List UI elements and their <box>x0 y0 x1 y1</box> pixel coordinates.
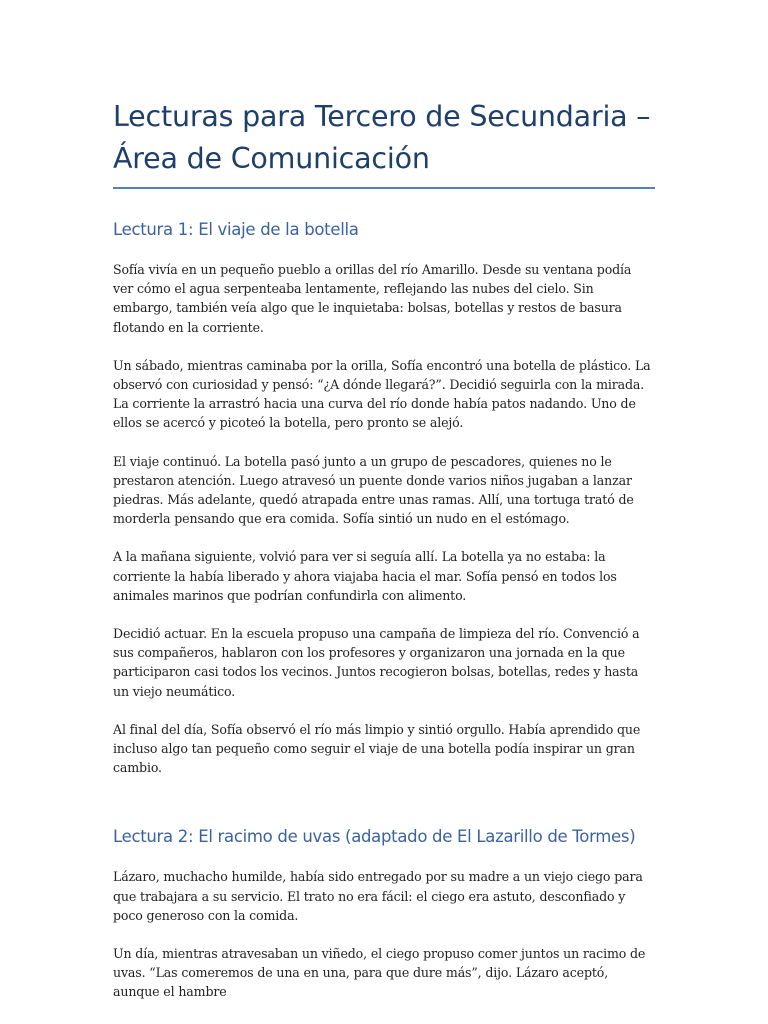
paragraph: A la mañana siguiente, volvió para ver si seguía allí. La botella ya no estaba: la corriente la había liberado y ahora viajaba hacia el mar. Sofía pensó en todos los animales marinos que podrían confundirla con alimento. <box>113 549 617 603</box>
title-line-2: Área de Comunicación <box>113 142 430 175</box>
paragraph: Al final del día, Sofía observó el río más limpio y sintió orgullo. Había aprendido que incluso algo tan pequeño como seguir el viaje de una botella podía inspirar un gran cambio. <box>113 721 641 776</box>
section-heading-lectura-2: Lectura 2: El racimo de uvas (adaptado de El Lazarillo de Tormes) <box>113 827 636 847</box>
document-page <box>113 96 655 1002</box>
title-line-1: Lecturas para Tercero de Secundaria – <box>113 100 651 133</box>
section-heading-lectura-1: Lectura 1: El viaje de la botella <box>113 220 359 239</box>
paragraph: Sofía vivía en un pequeño pueblo a orillas del río Amarillo. Desde su ventana podía ver cómo el agua serpenteaba lentamente, reflejando las nubes del cielo. Sin embargo, también veía algo que le inquietaba: bolsas, botellas y restos de basura flotando en la corriente. <box>113 262 632 335</box>
paragraph: Lázaro, muchacho humilde, había sido entregado por su madre a un viejo ciego para que trabajara a su servicio. El trato no era fácil: el ciego era astuto, desconfiado y poco generoso con la comida. <box>113 869 643 923</box>
document-title <box>113 96 655 180</box>
paragraph: Decidió actuar. En la escuela propuso una campaña de limpieza del río. Convenció a sus compañeros, hablaron con los profesores y organizaron una jornada en la que participaron casi todos los vecinos. Juntos recogieron bolsas, botellas, redes y hasta un viejo neumático. <box>113 626 640 699</box>
paragraph: Un día, mientras atravesaban un viñedo, el ciego propuso comer juntos un racimo de uvas. “Las comeremos de una en una, para que dure más”, dijo. Lázaro aceptó, aunque el hambre <box>113 946 646 1000</box>
title-underline <box>113 187 655 189</box>
paragraph: Un sábado, mientras caminaba por la orilla, Sofía encontró una botella de plástico. La observó con curiosidad y pensó: “¿A dónde llegará?”. Decidió seguirla con la mirada. La corriente la arrastró hacia una curva del río donde había patos nadando. Uno de ellos se acercó y picoteó la botella, pero pronto se alejó. <box>113 357 651 431</box>
paragraph: El viaje continuó. La botella pasó junto a un grupo de pescadores, quienes no le prestaron atención. Luego atravesó un puente donde varios niños jugaban a lanzar piedras. Más adelante, quedó atrapada entre unas ramas. Allí, una tortuga trató de morderla pensando que era comida. Sofía sintió un nudo en el estómago. <box>113 453 634 527</box>
